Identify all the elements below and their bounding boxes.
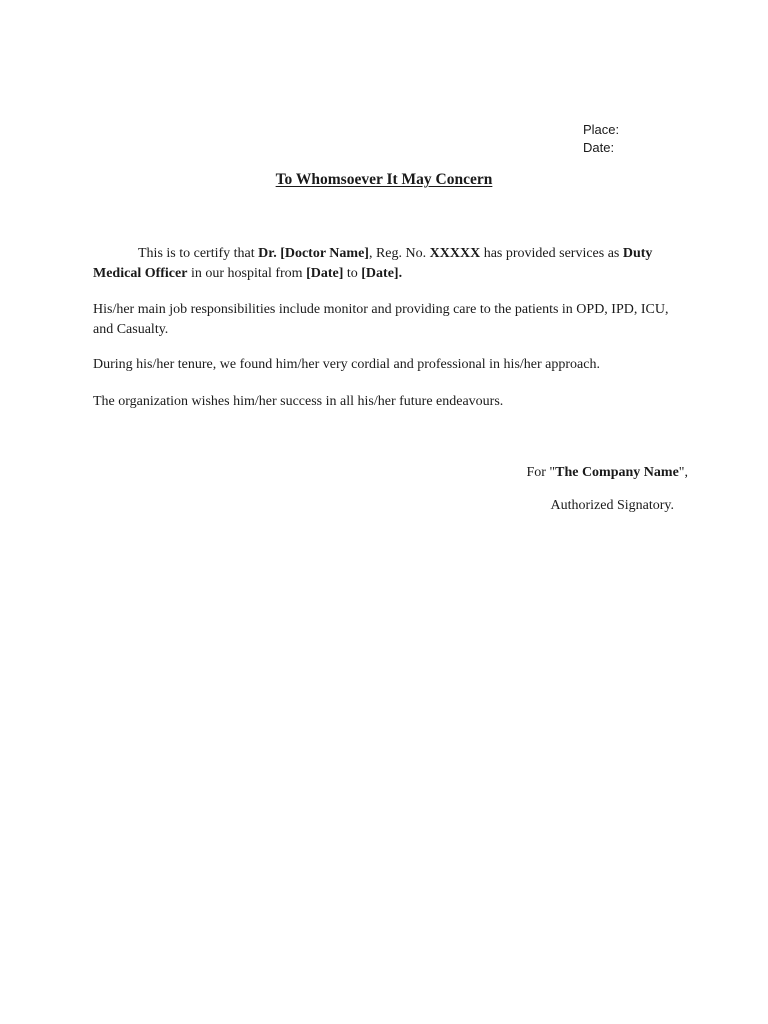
for-prefix: For " [526,465,556,480]
tenure-paragraph: During his/her tenure, we found him/her very cordial and professional in his/her approach. [93,357,600,372]
responsibilities-paragraph: His/her main job responsibilities include monitor and providing care to the patients in OPD, IPD, ICU, and Casualty. [93,302,669,337]
date-label: Date: [583,140,615,155]
p1-text-5: to [343,265,362,281]
doctor-name: Dr. [Doctor Name] [258,246,369,261]
p1-text-1: This is to certify that [138,246,259,261]
for-suffix: ", [678,465,688,480]
to-date: [Date]. [361,265,403,281]
from-date: [Date] [306,265,344,281]
document-title: To Whomsoever It May Concern [275,171,493,188]
company-name: The Company Name [555,465,679,480]
certification-paragraph [93,244,683,283]
role-title: Duty Medical Officer [93,246,653,281]
place-label: Place: [583,122,620,137]
p1-text-4: in our hospital from [187,265,307,281]
p1-text-3: has provided services as [480,246,623,261]
place-date-block [583,121,619,157]
signature-for-line [526,465,688,481]
authorized-signatory: Authorized Signatory. [550,498,674,513]
wishes-paragraph: The organization wishes him/her success in all his/her future endeavours. [93,394,504,409]
registration-number: XXXXX [429,246,481,261]
p1-text-2: , Reg. No. [368,246,430,261]
